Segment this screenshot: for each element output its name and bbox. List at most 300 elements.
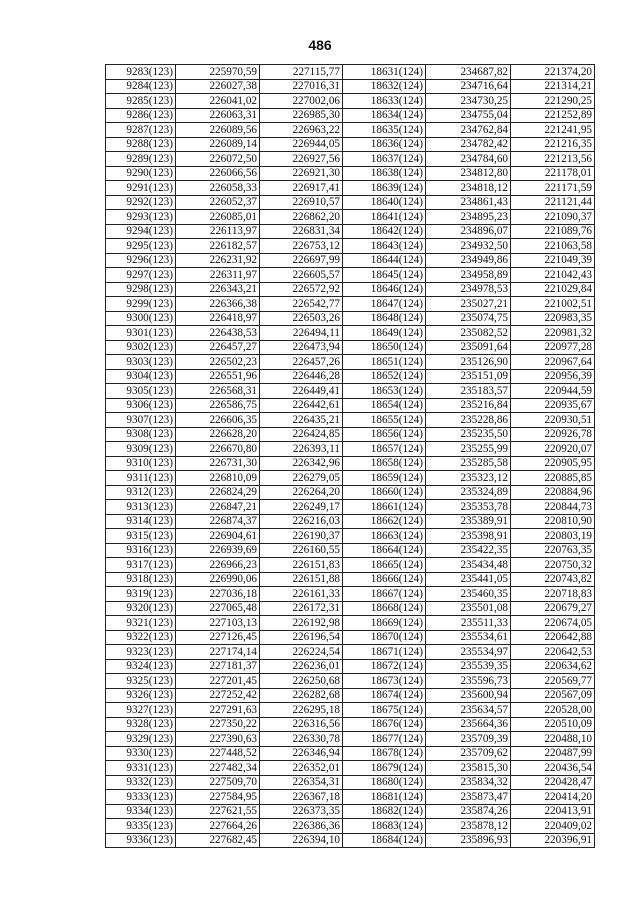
cell-coord-b-1: 234784,60	[426, 152, 511, 167]
cell-coord-b-2: 220409,02	[511, 819, 595, 834]
cell-coord-a-2: 226216,03	[260, 514, 343, 529]
cell-point-id-a: 9332(123)	[106, 775, 176, 790]
cell-point-id-b: 18657(124)	[343, 442, 426, 457]
table-row	[106, 65, 595, 80]
cell-coord-b-2: 220977,28	[511, 340, 595, 355]
cell-coord-b-2: 221049,39	[511, 253, 595, 268]
cell-point-id-b: 18649(124)	[343, 326, 426, 341]
table-row	[106, 369, 595, 384]
cell-coord-a-1: 226847,21	[176, 500, 260, 515]
table-row	[106, 268, 595, 283]
cell-point-id-a: 9304(123)	[106, 369, 176, 384]
cell-coord-a-1: 226551,96	[176, 369, 260, 384]
cell-point-id-a: 9310(123)	[106, 456, 176, 471]
cell-coord-a-1: 227036,18	[176, 587, 260, 602]
cell-point-id-b: 18668(124)	[343, 601, 426, 616]
cell-coord-a-2: 226424,85	[260, 427, 343, 442]
cell-coord-b-1: 235539,35	[426, 659, 511, 674]
cell-point-id-b: 18669(124)	[343, 616, 426, 631]
cell-point-id-b: 18684(124)	[343, 833, 426, 848]
cell-point-id-a: 9315(123)	[106, 529, 176, 544]
cell-coord-b-2: 221216,35	[511, 137, 595, 152]
cell-coord-b-1: 234896,07	[426, 224, 511, 239]
cell-coord-b-2: 220642,88	[511, 630, 595, 645]
cell-point-id-a: 9316(123)	[106, 543, 176, 558]
cell-coord-a-1: 226966,23	[176, 558, 260, 573]
cell-coord-b-1: 235183,57	[426, 384, 511, 399]
table-row	[106, 732, 595, 747]
table-row	[106, 326, 595, 341]
coordinate-table	[105, 64, 595, 848]
cell-coord-b-1: 235255,99	[426, 442, 511, 457]
cell-point-id-a: 9302(123)	[106, 340, 176, 355]
cell-point-id-a: 9325(123)	[106, 674, 176, 689]
cell-coord-a-2: 226373,35	[260, 804, 343, 819]
cell-coord-a-1: 226810,09	[176, 471, 260, 486]
cell-point-id-b: 18664(124)	[343, 543, 426, 558]
cell-coord-a-2: 226944,05	[260, 137, 343, 152]
cell-coord-b-1: 235460,35	[426, 587, 511, 602]
cell-coord-b-1: 235091,64	[426, 340, 511, 355]
cell-point-id-b: 18655(124)	[343, 413, 426, 428]
cell-coord-a-2: 226295,18	[260, 703, 343, 718]
cell-coord-a-2: 226449,41	[260, 384, 343, 399]
cell-coord-b-1: 234895,23	[426, 210, 511, 225]
cell-coord-a-1: 226874,37	[176, 514, 260, 529]
table-body	[106, 65, 595, 848]
cell-point-id-b: 18666(124)	[343, 572, 426, 587]
cell-coord-b-1: 235834,32	[426, 775, 511, 790]
cell-coord-a-2: 226921,30	[260, 166, 343, 181]
cell-coord-b-2: 220920,07	[511, 442, 595, 457]
cell-coord-a-2: 226862,20	[260, 210, 343, 225]
cell-coord-b-1: 235534,61	[426, 630, 511, 645]
cell-coord-b-2: 220983,35	[511, 311, 595, 326]
cell-coord-b-2: 220905,95	[511, 456, 595, 471]
cell-coord-a-2: 226354,31	[260, 775, 343, 790]
cell-coord-a-1: 227103,13	[176, 616, 260, 631]
cell-point-id-a: 9305(123)	[106, 384, 176, 399]
page-number: 486	[308, 37, 332, 53]
cell-point-id-a: 9306(123)	[106, 398, 176, 413]
cell-coord-b-1: 235235,50	[426, 427, 511, 442]
cell-coord-b-1: 234978,53	[426, 282, 511, 297]
cell-coord-b-1: 234958,89	[426, 268, 511, 283]
cell-coord-b-1: 234812,80	[426, 166, 511, 181]
cell-point-id-a: 9297(123)	[106, 268, 176, 283]
cell-coord-a-2: 226386,36	[260, 819, 343, 834]
table-row	[106, 500, 595, 515]
cell-coord-a-2: 226342,96	[260, 456, 343, 471]
cell-point-id-b: 18647(124)	[343, 297, 426, 312]
cell-coord-b-2: 220567,09	[511, 688, 595, 703]
table-row	[106, 94, 595, 109]
cell-coord-b-1: 234818,12	[426, 181, 511, 196]
cell-coord-a-2: 226151,88	[260, 572, 343, 587]
table-row	[106, 761, 595, 776]
cell-point-id-b: 18675(124)	[343, 703, 426, 718]
cell-coord-b-2: 220930,51	[511, 413, 595, 428]
cell-point-id-b: 18636(124)	[343, 137, 426, 152]
cell-coord-a-2: 226160,55	[260, 543, 343, 558]
cell-point-id-a: 9333(123)	[106, 790, 176, 805]
cell-coord-b-2: 221002,51	[511, 297, 595, 312]
cell-coord-b-1: 235596,73	[426, 674, 511, 689]
cell-coord-a-1: 227448,52	[176, 746, 260, 761]
cell-coord-b-2: 221213,56	[511, 152, 595, 167]
cell-coord-b-2: 220396,91	[511, 833, 595, 848]
cell-point-id-b: 18631(124)	[343, 65, 426, 80]
cell-coord-b-1: 235874,26	[426, 804, 511, 819]
cell-coord-a-1: 227201,45	[176, 674, 260, 689]
cell-coord-b-2: 221042,43	[511, 268, 595, 283]
cell-coord-a-1: 226568,31	[176, 384, 260, 399]
table-row	[106, 790, 595, 805]
cell-coord-a-1: 227621,55	[176, 804, 260, 819]
cell-point-id-a: 9320(123)	[106, 601, 176, 616]
cell-coord-b-1: 235422,35	[426, 543, 511, 558]
cell-coord-b-1: 235600,94	[426, 688, 511, 703]
cell-coord-a-2: 226605,57	[260, 268, 343, 283]
table-row	[106, 688, 595, 703]
cell-coord-b-2: 220414,20	[511, 790, 595, 805]
table-row	[106, 717, 595, 732]
cell-coord-a-2: 226196,54	[260, 630, 343, 645]
cell-point-id-b: 18683(124)	[343, 819, 426, 834]
cell-coord-a-1: 225970,59	[176, 65, 260, 80]
cell-coord-a-2: 226910,57	[260, 195, 343, 210]
cell-coord-a-2: 226494,11	[260, 326, 343, 341]
cell-coord-a-2: 227115,77	[260, 65, 343, 80]
cell-coord-b-1: 235873,47	[426, 790, 511, 805]
table-row	[106, 601, 595, 616]
cell-coord-a-2: 226435,21	[260, 413, 343, 428]
cell-point-id-a: 9321(123)	[106, 616, 176, 631]
cell-coord-b-2: 220634,62	[511, 659, 595, 674]
cell-coord-a-2: 226346,94	[260, 746, 343, 761]
cell-point-id-b: 18650(124)	[343, 340, 426, 355]
cell-coord-a-1: 226438,53	[176, 326, 260, 341]
cell-coord-b-1: 235878,12	[426, 819, 511, 834]
cell-coord-a-2: 226503,26	[260, 311, 343, 326]
table-row	[106, 166, 595, 181]
cell-point-id-a: 9307(123)	[106, 413, 176, 428]
cell-coord-a-1: 226089,14	[176, 137, 260, 152]
cell-point-id-a: 9318(123)	[106, 572, 176, 587]
cell-point-id-a: 9300(123)	[106, 311, 176, 326]
cell-coord-b-2: 220679,27	[511, 601, 595, 616]
cell-coord-b-1: 235027,21	[426, 297, 511, 312]
cell-coord-a-2: 226473,94	[260, 340, 343, 355]
cell-coord-b-1: 234730,25	[426, 94, 511, 109]
cell-point-id-a: 9312(123)	[106, 485, 176, 500]
cell-coord-b-2: 220926,78	[511, 427, 595, 442]
table-row	[106, 645, 595, 660]
cell-coord-b-1: 235815,30	[426, 761, 511, 776]
table-row	[106, 413, 595, 428]
cell-coord-b-2: 220718,83	[511, 587, 595, 602]
table-row	[106, 630, 595, 645]
cell-point-id-b: 18660(124)	[343, 485, 426, 500]
cell-coord-a-1: 226311,97	[176, 268, 260, 283]
table-row	[106, 282, 595, 297]
table-row	[106, 819, 595, 834]
cell-coord-a-2: 226172,31	[260, 601, 343, 616]
cell-point-id-b: 18632(124)	[343, 79, 426, 94]
cell-coord-a-2: 226542,77	[260, 297, 343, 312]
table-row	[106, 224, 595, 239]
cell-point-id-b: 18665(124)	[343, 558, 426, 573]
cell-coord-b-1: 234949,86	[426, 253, 511, 268]
table-row	[106, 572, 595, 587]
cell-point-id-b: 18674(124)	[343, 688, 426, 703]
cell-point-id-b: 18671(124)	[343, 645, 426, 660]
cell-point-id-a: 9290(123)	[106, 166, 176, 181]
cell-point-id-b: 18648(124)	[343, 311, 426, 326]
cell-coord-a-1: 226027,38	[176, 79, 260, 94]
cell-point-id-a: 9286(123)	[106, 108, 176, 123]
cell-coord-b-1: 235074,75	[426, 311, 511, 326]
table-row	[106, 775, 595, 790]
cell-coord-a-2: 226393,11	[260, 442, 343, 457]
cell-point-id-b: 18634(124)	[343, 108, 426, 123]
table-row	[106, 456, 595, 471]
cell-coord-b-1: 235709,62	[426, 746, 511, 761]
cell-coord-b-1: 235151,09	[426, 369, 511, 384]
table-row	[106, 427, 595, 442]
cell-coord-b-1: 235082,52	[426, 326, 511, 341]
cell-coord-b-1: 234782,42	[426, 137, 511, 152]
cell-coord-a-1: 226824,29	[176, 485, 260, 500]
cell-coord-b-1: 235441,05	[426, 572, 511, 587]
cell-coord-a-1: 227291,63	[176, 703, 260, 718]
cell-point-id-a: 9317(123)	[106, 558, 176, 573]
cell-point-id-b: 18656(124)	[343, 427, 426, 442]
table-row	[106, 210, 595, 225]
cell-coord-b-1: 235216,84	[426, 398, 511, 413]
cell-point-id-b: 18659(124)	[343, 471, 426, 486]
cell-point-id-a: 9284(123)	[106, 79, 176, 94]
table-row	[106, 659, 595, 674]
table-row	[106, 297, 595, 312]
cell-coord-a-1: 226066,56	[176, 166, 260, 181]
cell-coord-b-1: 235323,12	[426, 471, 511, 486]
cell-coord-b-1: 235534,97	[426, 645, 511, 660]
table-row	[106, 674, 595, 689]
cell-point-id-a: 9303(123)	[106, 355, 176, 370]
cell-coord-b-2: 220885,85	[511, 471, 595, 486]
cell-coord-a-1: 226731,30	[176, 456, 260, 471]
table-row	[106, 529, 595, 544]
cell-point-id-a: 9296(123)	[106, 253, 176, 268]
cell-coord-b-1: 235634,57	[426, 703, 511, 718]
cell-coord-a-2: 226249,17	[260, 500, 343, 515]
cell-point-id-b: 18680(124)	[343, 775, 426, 790]
cell-coord-b-2: 221089,76	[511, 224, 595, 239]
cell-coord-b-1: 235434,48	[426, 558, 511, 573]
cell-coord-a-1: 226231,92	[176, 253, 260, 268]
cell-point-id-b: 18672(124)	[343, 659, 426, 674]
cell-coord-a-2: 226224,54	[260, 645, 343, 660]
cell-coord-a-2: 226236,01	[260, 659, 343, 674]
cell-coord-a-2: 226446,28	[260, 369, 343, 384]
cell-point-id-b: 18651(124)	[343, 355, 426, 370]
cell-coord-b-1: 234932,50	[426, 239, 511, 254]
cell-coord-b-2: 221314,21	[511, 79, 595, 94]
cell-coord-b-2: 220884,96	[511, 485, 595, 500]
cell-coord-b-2: 220935,67	[511, 398, 595, 413]
cell-coord-a-1: 226343,21	[176, 282, 260, 297]
cell-coord-a-2: 226279,05	[260, 471, 343, 486]
cell-point-id-b: 18682(124)	[343, 804, 426, 819]
cell-point-id-a: 9336(123)	[106, 833, 176, 848]
cell-point-id-a: 9298(123)	[106, 282, 176, 297]
cell-coord-b-2: 220488,10	[511, 732, 595, 747]
table-row	[106, 514, 595, 529]
cell-coord-a-1: 226904,61	[176, 529, 260, 544]
cell-coord-b-1: 235228,86	[426, 413, 511, 428]
cell-point-id-b: 18633(124)	[343, 94, 426, 109]
cell-coord-a-1: 227252,42	[176, 688, 260, 703]
table-row	[106, 152, 595, 167]
cell-point-id-a: 9330(123)	[106, 746, 176, 761]
cell-point-id-b: 18637(124)	[343, 152, 426, 167]
cell-coord-b-1: 235501,08	[426, 601, 511, 616]
cell-coord-b-2: 221171,59	[511, 181, 595, 196]
cell-coord-a-1: 227664,26	[176, 819, 260, 834]
cell-coord-b-1: 234861,43	[426, 195, 511, 210]
cell-coord-b-2: 220803,19	[511, 529, 595, 544]
cell-point-id-a: 9309(123)	[106, 442, 176, 457]
cell-coord-a-1: 226586,75	[176, 398, 260, 413]
cell-point-id-b: 18640(124)	[343, 195, 426, 210]
cell-coord-a-2: 226753,12	[260, 239, 343, 254]
cell-coord-a-1: 227682,45	[176, 833, 260, 848]
cell-coord-a-2: 226572,92	[260, 282, 343, 297]
cell-point-id-b: 18654(124)	[343, 398, 426, 413]
cell-point-id-b: 18667(124)	[343, 587, 426, 602]
table-row	[106, 616, 595, 631]
cell-coord-b-2: 220810,90	[511, 514, 595, 529]
cell-coord-a-1: 226628,20	[176, 427, 260, 442]
cell-coord-a-2: 226697,99	[260, 253, 343, 268]
cell-point-id-a: 9323(123)	[106, 645, 176, 660]
table-row	[106, 746, 595, 761]
cell-coord-b-2: 221252,89	[511, 108, 595, 123]
cell-coord-b-1: 234687,82	[426, 65, 511, 80]
cell-coord-b-2: 220528,00	[511, 703, 595, 718]
cell-point-id-b: 18638(124)	[343, 166, 426, 181]
cell-coord-b-2: 220436,54	[511, 761, 595, 776]
cell-coord-a-1: 227350,22	[176, 717, 260, 732]
cell-point-id-a: 9313(123)	[106, 500, 176, 515]
table-row	[106, 398, 595, 413]
table-row	[106, 239, 595, 254]
cell-coord-b-2: 221290,25	[511, 94, 595, 109]
table-row	[106, 703, 595, 718]
table-row	[106, 485, 595, 500]
cell-coord-b-1: 235126,90	[426, 355, 511, 370]
cell-point-id-a: 9288(123)	[106, 137, 176, 152]
cell-coord-a-2: 227002,06	[260, 94, 343, 109]
cell-coord-b-2: 220569,77	[511, 674, 595, 689]
cell-coord-b-2: 221121,44	[511, 195, 595, 210]
cell-point-id-b: 18670(124)	[343, 630, 426, 645]
cell-coord-b-1: 235285,58	[426, 456, 511, 471]
cell-coord-a-1: 226113,97	[176, 224, 260, 239]
cell-point-id-a: 9327(123)	[106, 703, 176, 718]
table-row	[106, 79, 595, 94]
cell-coord-a-1: 226085,01	[176, 210, 260, 225]
cell-point-id-a: 9299(123)	[106, 297, 176, 312]
cell-point-id-b: 18662(124)	[343, 514, 426, 529]
cell-coord-a-1: 226182,57	[176, 239, 260, 254]
cell-coord-b-1: 235896,93	[426, 833, 511, 848]
table-row	[106, 340, 595, 355]
cell-coord-a-2: 226457,26	[260, 355, 343, 370]
cell-point-id-b: 18653(124)	[343, 384, 426, 399]
cell-point-id-a: 9311(123)	[106, 471, 176, 486]
cell-point-id-a: 9331(123)	[106, 761, 176, 776]
cell-coord-a-2: 226442,61	[260, 398, 343, 413]
cell-coord-b-2: 220642,53	[511, 645, 595, 660]
cell-coord-b-2: 221241,95	[511, 123, 595, 138]
cell-point-id-b: 18646(124)	[343, 282, 426, 297]
cell-coord-a-1: 227509,70	[176, 775, 260, 790]
cell-point-id-b: 18681(124)	[343, 790, 426, 805]
cell-point-id-a: 9287(123)	[106, 123, 176, 138]
cell-point-id-a: 9294(123)	[106, 224, 176, 239]
cell-coord-a-2: 226190,37	[260, 529, 343, 544]
cell-coord-a-2: 226927,56	[260, 152, 343, 167]
cell-coord-a-1: 226041,02	[176, 94, 260, 109]
cell-coord-b-1: 234755,04	[426, 108, 511, 123]
cell-point-id-a: 9293(123)	[106, 210, 176, 225]
cell-point-id-a: 9319(123)	[106, 587, 176, 602]
cell-coord-a-1: 226502,23	[176, 355, 260, 370]
cell-coord-a-2: 226282,68	[260, 688, 343, 703]
cell-coord-b-2: 220944,59	[511, 384, 595, 399]
cell-coord-a-1: 227181,37	[176, 659, 260, 674]
cell-coord-b-1: 235709,39	[426, 732, 511, 747]
cell-point-id-a: 9322(123)	[106, 630, 176, 645]
cell-coord-a-1: 227390,63	[176, 732, 260, 747]
table-row	[106, 833, 595, 848]
cell-point-id-b: 18643(124)	[343, 239, 426, 254]
table-row	[106, 123, 595, 138]
cell-coord-b-2: 221178,01	[511, 166, 595, 181]
cell-point-id-a: 9291(123)	[106, 181, 176, 196]
table-row	[106, 181, 595, 196]
table-row	[106, 355, 595, 370]
cell-coord-a-2: 226161,33	[260, 587, 343, 602]
cell-point-id-a: 9329(123)	[106, 732, 176, 747]
table-row	[106, 311, 595, 326]
cell-coord-a-1: 226606,35	[176, 413, 260, 428]
cell-coord-a-1: 227584,95	[176, 790, 260, 805]
cell-point-id-a: 9314(123)	[106, 514, 176, 529]
cell-coord-a-2: 226831,34	[260, 224, 343, 239]
cell-coord-a-1: 226670,80	[176, 442, 260, 457]
cell-coord-a-1: 226418,97	[176, 311, 260, 326]
cell-coord-b-1: 235324,89	[426, 485, 511, 500]
cell-point-id-b: 18663(124)	[343, 529, 426, 544]
cell-coord-b-2: 220428,47	[511, 775, 595, 790]
cell-coord-b-2: 221374,20	[511, 65, 595, 80]
cell-coord-b-1: 235398,91	[426, 529, 511, 544]
cell-coord-a-2: 226192,98	[260, 616, 343, 631]
cell-point-id-b: 18641(124)	[343, 210, 426, 225]
